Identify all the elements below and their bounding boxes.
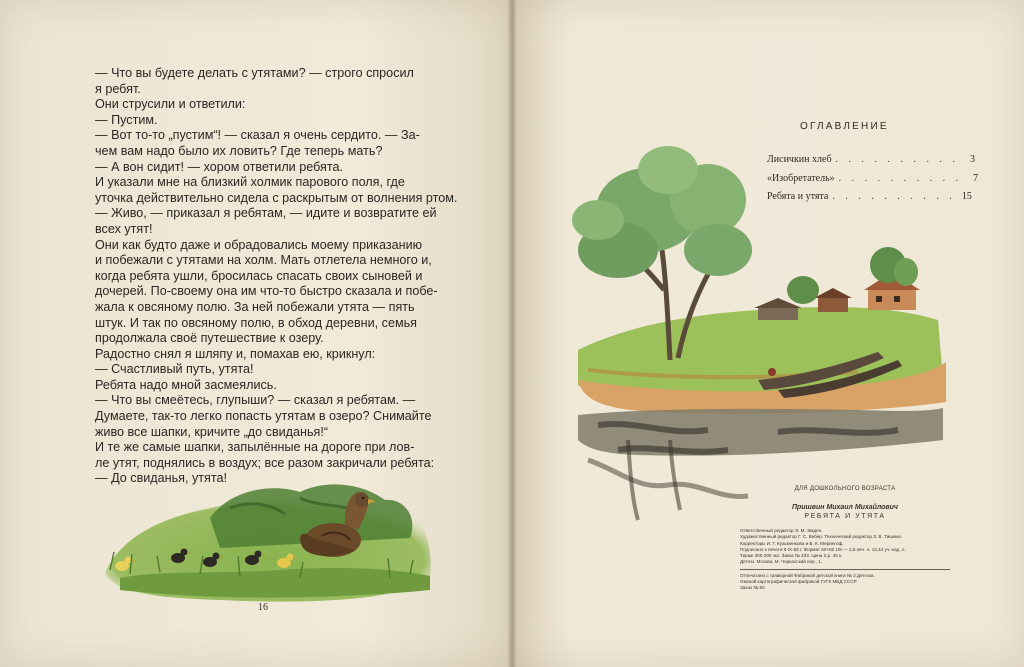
story-line: И указали мне на близкий холмик парового поля, где bbox=[95, 175, 405, 190]
imprint-age-group: ДЛЯ ДОШКОЛЬНОГО ВОЗРАСТА bbox=[794, 486, 896, 492]
imprint-credit-line: Подписано к печати 6-IX-56 г. Формат 60×92 1/8 — 2,5 печ. л. 13,44 уч.-изд. л. bbox=[740, 546, 906, 552]
story-line: и побежали с утятами на холм. Мать отлетела немного и, bbox=[95, 253, 432, 268]
toc-item-label: Лисичкин хлеб bbox=[767, 154, 832, 165]
story-line: — Что вы будете делать с утятами? — строго спросил bbox=[95, 66, 414, 80]
toc-leader-dots: . . . . . . . . . . bbox=[835, 154, 960, 165]
story-line: Они как будто даже и обрадовались моему приказанию bbox=[95, 237, 423, 252]
story-text bbox=[95, 66, 461, 487]
imprint-print-line: Отпечатано с гравюрной Фабрикой детской книги № 2 Детгиза. bbox=[740, 572, 875, 578]
imprint-print-line: Омской картографической фабрикой ГУГК МВД СССР bbox=[740, 579, 857, 585]
story-line: дочерей. По-своему она им что-то быстро сказала и побе- bbox=[95, 284, 438, 299]
story-line: И те же самые шапки, запылённые на дороге при лов- bbox=[95, 440, 415, 455]
toc-item-page: 7 bbox=[973, 172, 979, 184]
story-line: — Вот то-то „пустим“! — сказал я очень сердито. — За- bbox=[95, 128, 420, 143]
story-line: ле утят, поднялись в воздух; все разом закричали ребята: bbox=[95, 455, 435, 470]
toc-item-label: Ребята и утята bbox=[767, 191, 829, 202]
toc-item-label: «Изобретатель» bbox=[767, 172, 835, 184]
imprint-credit-line: Тираж 300 000 экз. Заказ № 433. Цена 2 р. 40 к. bbox=[740, 553, 843, 559]
story-line: когда ребята ушли, бросилась спасать своих сыновей и bbox=[95, 268, 423, 283]
village-lake-illustration bbox=[558, 140, 950, 540]
toc-item-page: 3 bbox=[970, 154, 976, 165]
story-line: Радостно снял я шляпу и, помахав ею, крикнул: bbox=[95, 346, 376, 361]
story-line: продолжала своё путешествие к озеру. bbox=[95, 331, 324, 346]
imprint-credits bbox=[740, 528, 950, 566]
story-line: живо все шапки, кричите „до свиданья!“ bbox=[95, 424, 329, 439]
story-line: — А вон сидит! — хором ответили ребята. bbox=[95, 159, 343, 174]
story-line: я ребят. bbox=[95, 81, 141, 96]
imprint-title: РЕБЯТА И УТЯТА bbox=[804, 513, 886, 520]
imprint-credit-line: Художественный редактор Г. С. Вебер. Технический редактор З. В. Тишина. bbox=[740, 534, 902, 540]
toc-leader-dots: . . . . . . . . . . bbox=[838, 172, 963, 184]
imprint-credit-line: Детгиз. Москва, М. Черкасский пер., 1. bbox=[740, 559, 823, 565]
story-line: всех утят! bbox=[95, 221, 153, 236]
story-line: — Что вы смеётесь, глупыши? — сказал я ребятам. — bbox=[95, 393, 416, 408]
imprint-credit-line: Корректоры И. Г. Кузьменкова и В. К. Мерингоф. bbox=[740, 540, 844, 546]
story-line: Они струсили и ответили: bbox=[95, 97, 246, 112]
imprint-print-info bbox=[740, 573, 950, 592]
story-line: Ребята надо мной засмеялись. bbox=[95, 377, 277, 392]
story-line: штук. И так по овсяному полю, в обход деревни, семья bbox=[95, 315, 417, 330]
story-line: жала к овсяному полю. За ней побежали утята — пять bbox=[95, 299, 415, 314]
story-line: — Живо, — приказал я ребятам, — идите и возвратите ей bbox=[95, 206, 437, 221]
story-line: — До свиданья, утята! bbox=[95, 471, 227, 486]
toc-title: ОГЛАВЛЕНИЕ bbox=[800, 121, 889, 132]
story-line: Думаете, так-то легко попасть утятам в озеро? Снимайте bbox=[95, 409, 432, 424]
imprint-block bbox=[740, 486, 950, 592]
page-number: 16 bbox=[258, 602, 268, 613]
book-gutter bbox=[507, 0, 517, 667]
imprint-divider bbox=[740, 569, 950, 570]
story-line: — Пустим. bbox=[95, 112, 158, 127]
imprint-author: Пришвин Михаил Михайлович bbox=[791, 504, 899, 511]
imprint-credit-line: Ответственный редактор Э. М. Эмден. bbox=[740, 528, 823, 533]
story-line: — Счастливый путь, утята! bbox=[95, 362, 254, 377]
toc-item-page: 15 bbox=[961, 191, 972, 202]
story-line: уточка действительно сидела с раскрытым от волнения ртом. bbox=[95, 190, 458, 205]
duck-family-illustration bbox=[100, 478, 435, 606]
imprint-print-line: Заказ № 80 bbox=[740, 585, 765, 591]
story-line: чем вам надо было их ловить? Где теперь мать? bbox=[95, 143, 383, 158]
toc-leader-dots: . . . . . . . . . . bbox=[832, 191, 956, 202]
